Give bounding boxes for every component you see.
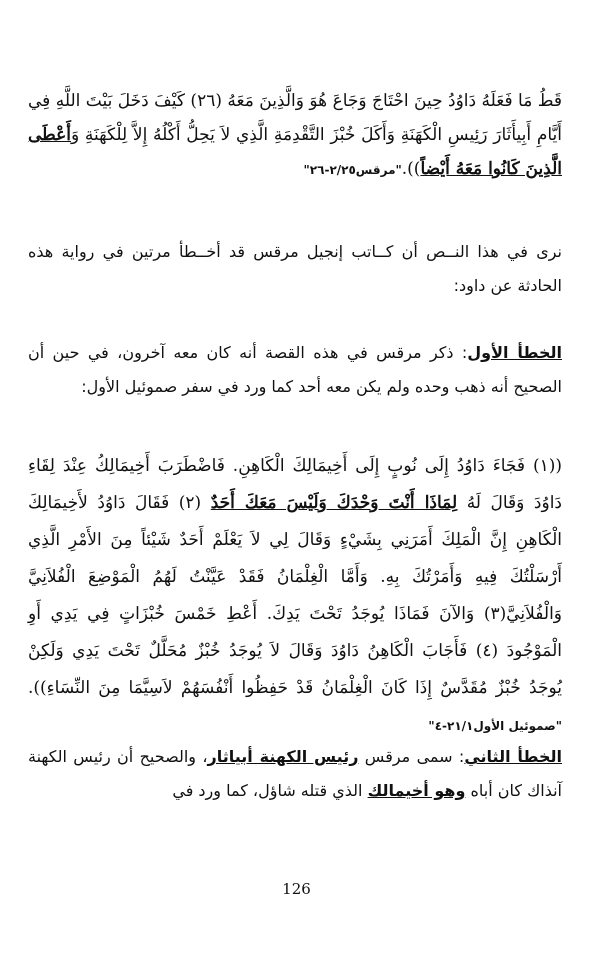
first-error-paragraph [28, 336, 562, 404]
quote-closing: )). [401, 159, 421, 179]
second-error-heading: الخطأ الثاني [464, 747, 563, 766]
first-error-heading: الخطأ الأول [467, 343, 562, 362]
second-error-underlined1: رئيس الكهنة أبياثار [207, 747, 359, 766]
gospel-quote-mark [28, 84, 562, 187]
second-error-underlined2: وهو أخيمالك [367, 781, 466, 800]
samuel-quote-part2: (٢) فَقَالَ دَاوُدُ لأَخِيمَالِكَ الْكَاهِنِ إِنَّ الْمَلِكَ أَمَرَنِي بِشَيْءٍ وَقَالَ لِي لاَ يَعْلَمْ أَحَدٌ شَيْئاً مِنَ الأَمْرِ الَّذِي أَرْسَلْتُكَ فِيهِ وَأَمَرْتُكَ بِهِ. وَأَمَّا الْغِلْمَانُ فَقَدْ عَيَّنْتُ لَهُمُ الْمَوْضِعَ الْفُلاَنِيَّ وَالْفُلاَنِيَّ(٣) وَالآنَ فَمَاذَا يُوجَدُ تَحْتَ يَدِكَ. أَعْطِ خَمْسَ خُبْزَاتٍ فِي يَدِي أَوِ الْمَوْجُودَ (٤) فَأَجَابَ الْكَاهِنُ دَاوُدَ وَقَالَ لاَ يُوجَدُ خُبْزٌ مُحَلَّلٌ تَحْتَ يَدِي وَلَكِنْ يُوجَدُ خُبْزٌ مُقَدَّسٌ إِذَا كَانَ الْغِلْمَانُ قَدْ حَفِظُوا أَنْفُسَهُمْ لاَسِيَّمَا مِنَ النِّسَاءِ)). [28, 493, 562, 698]
second-error-text2: ، والصحيح أن رئيس الكهنة آنذاك كان أباه [28, 747, 562, 800]
samuel-quote-part1: ((١) فَجَاءَ دَاوُدُ إِلَى نُوبٍ إِلَى أَخِيمَالِكَ الْكَاهِنِ. فَاضْطَرَبَ أَخِيمَالِكُ عِنْدَ لِقَاءِ دَاوُدَ وَقَالَ لَهُ [28, 456, 562, 513]
underlined-phrase: أَعْطَى الَّذِينَ كَانُوا مَعَهُ أَيْضاً [28, 125, 562, 179]
samuel-reference: "صموئيل الأول٢١/١-٤" [428, 719, 562, 733]
intro-text: نرى في هذا النــص أن كــاتب إنجيل مرقس قد أخــطأ مرتين في رواية هذه الحادثة عن داود: [28, 242, 562, 295]
verse-reference: "مرقس٢/٢٥-٢٦" [303, 163, 402, 177]
samuel-underlined-phrase: لِمَاذَا أَنْتَ وَحْدَكَ وَلَيْسَ مَعَكَ أَحَدٌ [210, 493, 458, 513]
second-error-text1: : سمى مرقس [358, 747, 465, 766]
samuel-quote [28, 448, 562, 745]
second-error-text3: الذي قتله شاؤل، كما ورد في [172, 781, 368, 800]
page-number: 126 [282, 880, 311, 898]
intro-paragraph [28, 235, 562, 303]
first-error-text: : ذكر مرقس في هذه القصة أنه كان معه آخرون، في حين أن الصحيح أنه ذهب وحده ولم يكن معه أحد كما ورد في سفر صموئيل الأول: [28, 343, 562, 396]
quote-text: قَطُ مَا فَعَلَهُ دَاوُدُ حِينَ احْتَاجَ وَجَاعَ هُوَ وَالَّذِينَ مَعَهُ (٢٦) كَيْفَ دَخَلَ بَيْتَ اللَّهِ فِي أَيَّامِ أَبِيأَثَارَ رَئِيسِ الْكَهَنَةِ وَأَكَلَ خُبْزَ التَّقْدِمَةِ الَّذِي لاَ يَحِلُّ أَكْلُهُ إِلاَّ لِلْكَهَنَةِ وَ [28, 91, 563, 145]
second-error-paragraph [28, 740, 562, 808]
